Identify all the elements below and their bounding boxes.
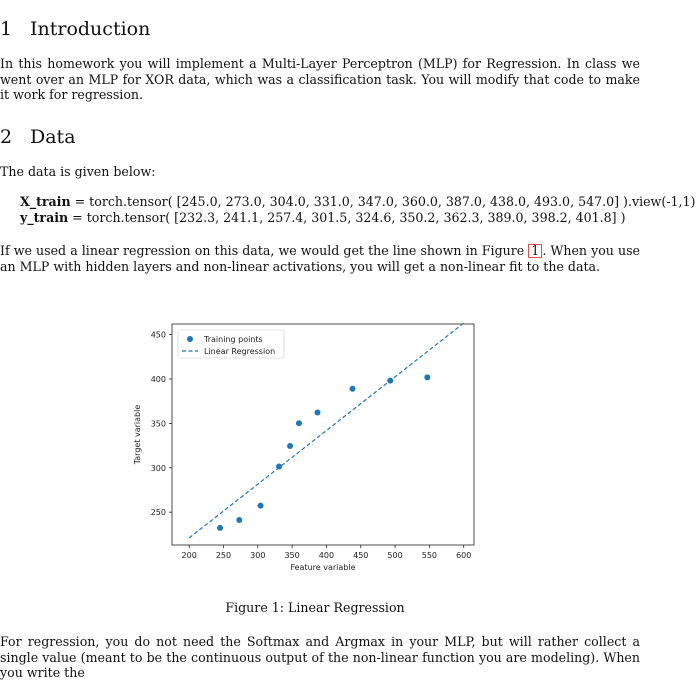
x-tick-label: 400	[318, 551, 335, 560]
regression-paragraph: For regression, you do not need the Softmax and Argmax in your MLP, but will rather collect a single value (meant to be the continuous output of the non-linear function you are modeling). When you write the	[0, 634, 640, 680]
x-tick-label: 500	[387, 551, 403, 560]
legend-entry: Linear Regression	[204, 347, 276, 356]
intro-paragraph: In this homework you will implement a Multi-Layer Perceptron (MLP) for Regression. In class we went over an MLP for XOR data, which was a classification task. You will modify that code to make it work for regression.	[0, 56, 640, 102]
y-tick-label: 400	[150, 375, 166, 385]
x-tick-label: 200	[181, 551, 197, 560]
y-tick-label: 300	[150, 463, 166, 473]
y-tick-label: 450	[150, 330, 166, 340]
x-train-label: X_train	[20, 194, 71, 209]
section-number: 2	[0, 126, 13, 148]
data-intro-paragraph: The data is given below:	[0, 164, 156, 179]
data-point	[217, 525, 223, 531]
legend-entry: Training points	[204, 335, 263, 344]
section-number: 1	[0, 18, 13, 40]
section-heading-introduction	[0, 18, 150, 40]
section-title: Introduction	[30, 18, 151, 40]
data-point	[424, 374, 430, 380]
figure-reference-link[interactable]: 1	[528, 244, 542, 258]
linear-text-b: . When you use an MLP with hidden layers and non-linear activations, you will get a non-linear fit to the data.	[0, 243, 641, 274]
x-axis-label: Feature variable	[290, 563, 356, 572]
x-tick-label: 300	[250, 551, 266, 560]
section-heading-data	[0, 126, 76, 148]
section-title: Data	[30, 126, 76, 148]
y-tick-label: 250	[150, 508, 166, 518]
data-point	[350, 386, 356, 392]
linear-regression-paragraph	[0, 243, 640, 274]
x-tick-label: 550	[421, 551, 438, 560]
y-train-code: = torch.tensor( [232.3, 241.1, 257.4, 301.5, 324.6, 350.2, 362.3, 389.0, 398.2, 401.8] )	[68, 210, 626, 225]
data-point	[315, 409, 321, 415]
y-train-label: y_train	[20, 210, 69, 225]
data-point	[258, 503, 264, 509]
figure-caption: Figure 1: Linear Regression	[225, 600, 405, 615]
y-axis-label: Target variable	[133, 404, 142, 465]
x-tick-label: 450	[353, 551, 369, 560]
x-tick-label: 600	[456, 551, 472, 560]
linear-regression-chart	[130, 318, 480, 580]
y-tick-label: 350	[150, 419, 166, 429]
data-point	[236, 517, 242, 523]
legend-point-marker	[187, 336, 193, 342]
data-point	[296, 420, 302, 426]
x-train-code: = torch.tensor( [245.0, 273.0, 304.0, 331.0, 347.0, 360.0, 387.0, 438.0, 493.0, 547.0] ).view(-1,1)	[70, 194, 696, 209]
linear-text-a: If we used a linear regression on this data, we would get the line shown in Figure	[0, 243, 529, 258]
x-tick-label: 250	[215, 551, 232, 560]
data-point	[287, 443, 293, 449]
y-train-equation	[20, 210, 626, 226]
x-tick-label: 350	[284, 551, 300, 560]
x-train-equation	[20, 194, 695, 210]
